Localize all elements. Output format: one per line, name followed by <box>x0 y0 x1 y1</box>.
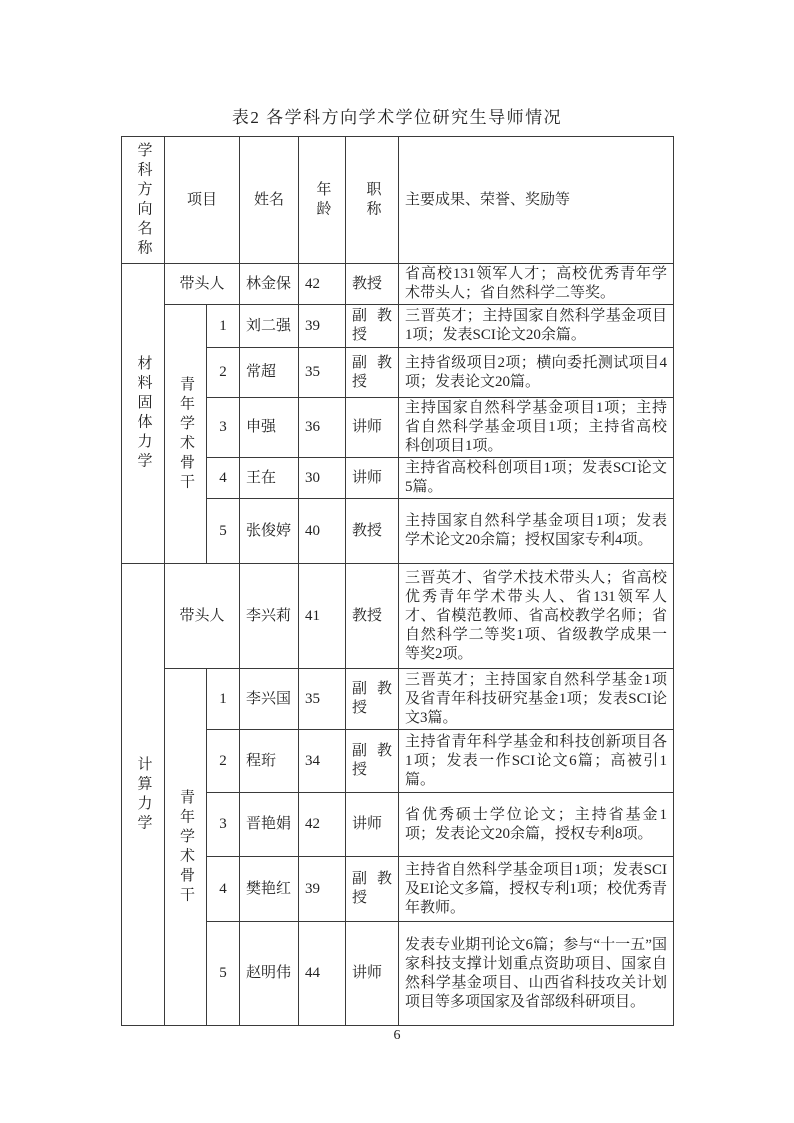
age-cell: 42 <box>299 793 346 857</box>
achievements-cell: 发表专业期刊论文6篇；参与“十一五”国家科技支撑计划重点资助项目、国家自然科学基金项目、山西省科技攻关计划项目等多项国家及省部级科研项目。 <box>399 922 674 1026</box>
header-achievements: 主要成果、荣誉、奖励等 <box>399 137 674 264</box>
name-cell: 林金保 <box>240 264 299 305</box>
achievements-cell: 主持省高校科创项目1项；发表SCI论文5篇。 <box>399 458 674 499</box>
page-number: 6 <box>393 1028 401 1043</box>
member-no-cell: 4 <box>207 857 240 922</box>
member-no-cell: 1 <box>207 305 240 348</box>
leader-row <box>122 264 674 305</box>
backbone-label-cell: 青年学术骨干 <box>165 669 207 1026</box>
header-discipline: 学科方向名称 <box>122 137 165 264</box>
name-cell: 常超 <box>240 348 299 398</box>
achievements-cell: 主持省青年科学基金和科技创新项目各1项；发表一作SCI论文6篇；高被引1篇。 <box>399 730 674 793</box>
achievements-cell: 主持省级项目2项；横向委托测试项目4项；发表论文20篇。 <box>399 348 674 398</box>
member-no-cell: 4 <box>207 458 240 499</box>
title-cell: 教授 <box>346 264 399 305</box>
age-cell: 35 <box>299 348 346 398</box>
title-cell: 副教授 <box>346 857 399 922</box>
header-age: 年龄 <box>299 137 346 264</box>
age-cell: 30 <box>299 458 346 499</box>
leader-label-cell: 带头人 <box>165 264 240 305</box>
name-cell: 申强 <box>240 398 299 458</box>
achievements-cell: 主持国家自然科学基金项目1项；主持省自然科学基金项目1项；主持省高校科创项目1项。 <box>399 398 674 458</box>
title-cell: 副教授 <box>346 730 399 793</box>
achievements-cell: 省优秀硕士学位论文；主持省基金1项；发表论文20余篇，授权专利8项。 <box>399 793 674 857</box>
member-no-cell: 3 <box>207 793 240 857</box>
name-cell: 李兴国 <box>240 669 299 730</box>
age-cell: 42 <box>299 264 346 305</box>
title-cell: 教授 <box>346 564 399 669</box>
age-cell: 40 <box>299 499 346 564</box>
age-cell: 39 <box>299 857 346 922</box>
title-cell: 讲师 <box>346 793 399 857</box>
title-cell: 讲师 <box>346 398 399 458</box>
title-cell: 讲师 <box>346 922 399 1026</box>
name-cell: 晋艳娟 <box>240 793 299 857</box>
member-row <box>122 669 674 730</box>
member-row <box>122 305 674 348</box>
achievements-cell: 三晋英才；主持国家自然科学基金1项及省青年科技研究基金1项；发表SCI论文3篇。 <box>399 669 674 730</box>
age-cell: 44 <box>299 922 346 1026</box>
achievements-cell: 主持国家自然科学基金项目1项；发表学术论文20余篇；授权国家专利4项。 <box>399 499 674 564</box>
achievements-cell: 三晋英才；主持国家自然科学基金项目1项；发表SCI论文20余篇。 <box>399 305 674 348</box>
name-cell: 刘二强 <box>240 305 299 348</box>
age-cell: 36 <box>299 398 346 458</box>
achievements-cell: 省高校131领军人才；高校优秀青年学术带头人；省自然科学二等奖。 <box>399 264 674 305</box>
member-no-cell: 3 <box>207 398 240 458</box>
title-cell: 副教授 <box>346 348 399 398</box>
member-no-cell: 1 <box>207 669 240 730</box>
title-cell: 讲师 <box>346 458 399 499</box>
leader-row <box>122 564 674 669</box>
achievements-cell: 主持省自然科学基金项目1项；发表SCI及EI论文多篇，授权专利1项；校优秀青年教师。 <box>399 857 674 922</box>
title-cell: 副教授 <box>346 669 399 730</box>
header-category: 项目 <box>165 137 240 264</box>
supervisors-table <box>121 136 674 1026</box>
name-cell: 程珩 <box>240 730 299 793</box>
age-cell: 39 <box>299 305 346 348</box>
age-cell: 41 <box>299 564 346 669</box>
name-cell: 王在 <box>240 458 299 499</box>
member-no-cell: 2 <box>207 348 240 398</box>
age-cell: 35 <box>299 669 346 730</box>
header-title: 职称 <box>346 137 399 264</box>
leader-label-cell: 带头人 <box>165 564 240 669</box>
title-cell: 副教授 <box>346 305 399 348</box>
discipline-cell: 计算力学 <box>122 564 165 1026</box>
achievements-cell: 三晋英才、省学术技术带头人；省高校优秀青年学术带头人、省131领军人才、省模范教师、省高校教学名师；省自然科学二等奖1项、省级教学成果一等奖2项。 <box>399 564 674 669</box>
table-header-row <box>122 137 674 264</box>
title-cell: 教授 <box>346 499 399 564</box>
age-cell: 34 <box>299 730 346 793</box>
member-no-cell: 5 <box>207 922 240 1026</box>
member-no-cell: 5 <box>207 499 240 564</box>
member-no-cell: 2 <box>207 730 240 793</box>
backbone-label-cell: 青年学术骨干 <box>165 305 207 564</box>
name-cell: 张俊婷 <box>240 499 299 564</box>
name-cell: 赵明伟 <box>240 922 299 1026</box>
discipline-cell: 材料固体力学 <box>122 264 165 564</box>
header-name: 姓名 <box>240 137 299 264</box>
name-cell: 樊艳红 <box>240 857 299 922</box>
name-cell: 李兴莉 <box>240 564 299 669</box>
page-title: 表2 各学科方向学术学位研究生导师情况 <box>231 108 563 127</box>
